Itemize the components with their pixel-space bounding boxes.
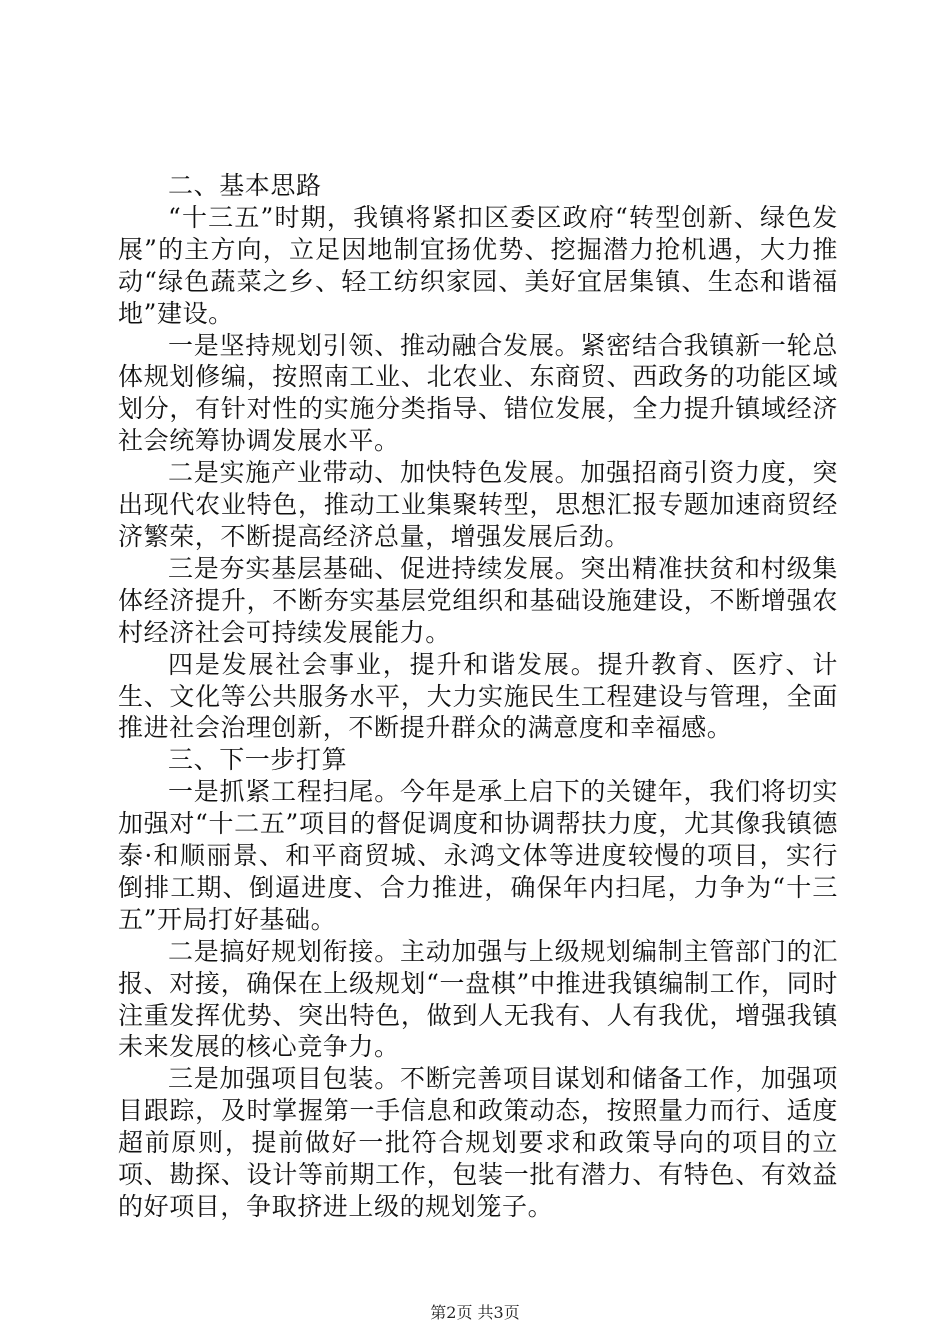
paragraph-industry-driven: 二是实施产业带动、加快特色发展。加强招商引资力度，突出现代农业特色，推动工业集聚转型，思想汇报专题加速商贸经济繁荣，不断提高经济总量，增强发展后劲。 [118, 458, 838, 551]
document-body [118, 170, 838, 1223]
paragraph-project-packaging: 三是加强项目包装。不断完善项目谋划和储备工作，加强项目跟踪，及时掌握第一手信息和政策动态，按照量力而行、适度超前原则，提前做好一批符合规划要求和政策导向的项目的立项、勘探、设计等前期工作，包装一批有潜力、有特色、有效益的好项目，争取挤进上级的规划笼子。 [118, 1064, 838, 1221]
paragraph-planning-alignment: 二是搞好规划衔接。主动加强与上级规划编制主管部门的汇报、对接，确保在上级规划“一盘棋”中推进我镇编制工作，同时注重发挥优势、突出特色，做到人无我有、人有我优，增强我镇未来发展的核心竞争力。 [118, 936, 838, 1062]
paragraph-social-undertakings: 四是发展社会事业，提升和谐发展。提升教育、医疗、计生、文化等公共服务水平，大力实施民生工程建设与管理，全面推进社会治理创新，不断提升群众的满意度和幸福感。 [118, 649, 838, 743]
paragraph-overview: “十三五”时期，我镇将紧扣区委区政府“转型创新、绿色发展”的主方向，立足因地制宜扬优势、挖掘潜力抢机遇，大力推动“绿色蔬菜之乡、轻工纺织家园、美好宜居集镇、生态和谐福地”建设。 [118, 202, 838, 328]
paragraph-grassroots-foundation: 三是夯实基层基础、促进持续发展。突出精准扶贫和村级集体经济提升，不断夯实基层党组织和基础设施建设，不断增强农村经济社会可持续发展能力。 [118, 553, 838, 647]
section-heading-basic-approach: 二、基本思路 [168, 171, 322, 200]
page-footer: 第2页 共3页 [430, 1303, 520, 1322]
section-heading-next-steps: 三、下一步打算 [168, 745, 348, 775]
paragraph-planning-guidance: 一是坚持规划引领、推动融合发展。紧密结合我镇新一轮总体规划修编，按照南工业、北农业、东商贸、西政务的功能区域划分，有针对性的实施分类指导、错位发展，全力提升镇域经济社会统筹协调发展水平。 [118, 330, 838, 456]
paragraph-project-completion: 一是抓紧工程扫尾。今年是承上启下的关键年，我们将切实加强对“十二五”项目的督促调度和协调帮扶力度，尤其像我镇德泰·和顺丽景、和平商贸城、永鸿文体等进度较慢的项目，实行倒排工期、倒逼进度、合力推进，确保年内扫尾，力争为“十三五”开局打好基础。 [118, 777, 838, 934]
